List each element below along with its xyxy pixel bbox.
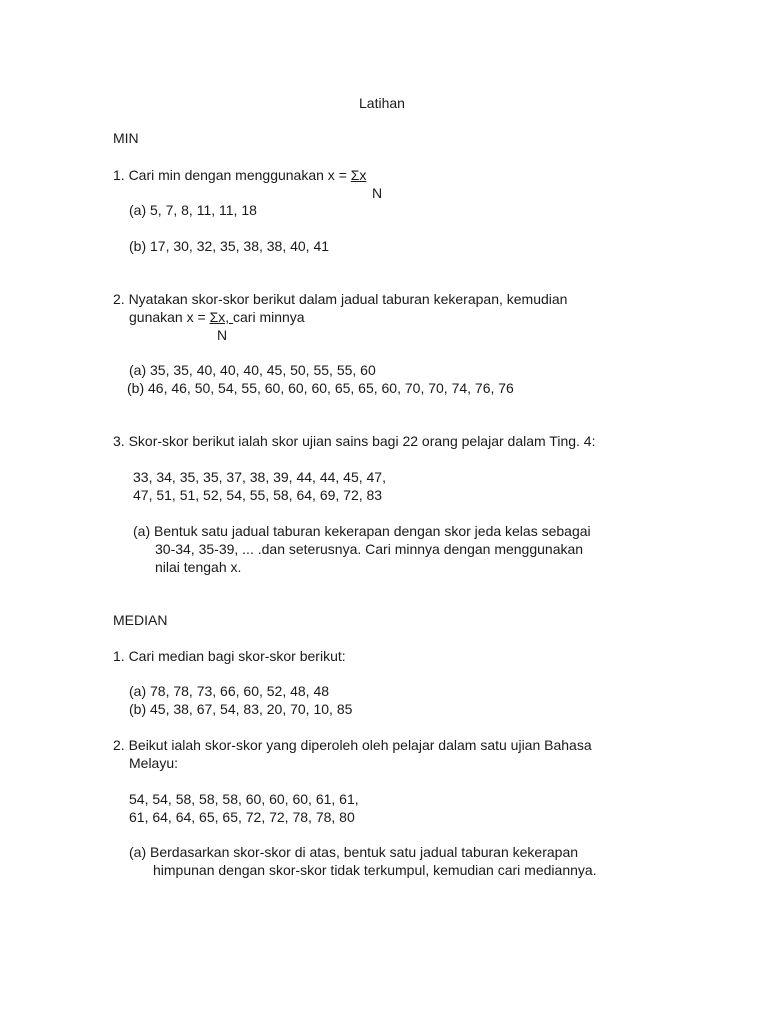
min-q3-option-a-line1: (a) Bentuk satu jadual taburan kekerapan dengan skor jeda kelas sebagai [133, 523, 591, 539]
min-q2-text: gunakan x = [129, 309, 210, 325]
min-q2-option-a: (a) 35, 35, 40, 40, 40, 45, 50, 55, 55, 60 [129, 362, 376, 378]
min-q2-formula-numerator: Σx, [209, 309, 233, 325]
median-q2-scores-line2: 61, 64, 64, 65, 65, 72, 72, 78, 78, 80 [129, 809, 355, 825]
median-question-1: 1. Cari median bagi skor-skor berikut: [113, 648, 346, 664]
min-q3-option-a-line3: nilai tengah x. [155, 559, 242, 575]
page-title: Latihan [359, 95, 405, 111]
min-q3-scores-line2: 47, 51, 51, 52, 54, 55, 58, 64, 69, 72, 83 [133, 487, 383, 503]
median-question-2-line2: Melayu: [129, 755, 179, 771]
min-q3-scores-line1: 33, 34, 35, 35, 37, 38, 39, 44, 44, 45, 47, [133, 469, 386, 485]
min-question-2-line2 [129, 308, 305, 326]
median-q1-option-a: (a) 78, 78, 73, 66, 60, 52, 48, 48 [129, 683, 330, 699]
section-heading-min: MIN [113, 130, 139, 146]
min-question-3: 3. Skor-skor berikut ialah skor ujian sains bagi 22 orang pelajar dalam Ting. 4: [113, 433, 596, 449]
median-q2-scores-line1: 54, 54, 58, 58, 58, 60, 60, 60, 61, 61, [129, 791, 359, 807]
min-q2-text-after: cari minnya [233, 309, 305, 325]
min-q1-formula-numerator: Σx [350, 167, 367, 183]
min-q1-formula-denominator: N [372, 185, 383, 201]
min-q2-option-b: (b) 46, 46, 50, 54, 55, 60, 60, 60, 65, 65, 60, 70, 70, 74, 76, 76 [127, 380, 514, 396]
median-q2-option-a-line2: himpunan dengan skor-skor tidak terkumpul, kemudian cari mediannya. [153, 862, 597, 878]
median-q2-option-a-line1: (a) Berdasarkan skor-skor di atas, bentuk satu jadual taburan kekerapan [129, 844, 579, 860]
min-q1-option-b: (b) 17, 30, 32, 35, 38, 38, 40, 41 [129, 238, 330, 254]
min-question-1 [113, 166, 366, 184]
min-q2-formula-denominator: N [217, 327, 228, 343]
min-question-2-line1: 2. Nyatakan skor-skor berikut dalam jadual taburan kekerapan, kemudian [113, 291, 568, 307]
median-q1-option-b: (b) 45, 38, 67, 54, 83, 20, 70, 10, 85 [129, 701, 353, 717]
min-q1-option-a: (a) 5, 7, 8, 11, 11, 18 [129, 202, 257, 218]
median-question-2-line1: 2. Beikut ialah skor-skor yang diperoleh oleh pelajar dalam satu ujian Bahasa [113, 737, 592, 753]
min-q1-text: 1. Cari min dengan menggunakan x = [113, 167, 351, 183]
min-q3-option-a-line2: 30-34, 35-39, ... .dan seterusnya. Cari minnya dengan menggunakan [155, 541, 584, 557]
section-heading-median: MEDIAN [113, 612, 168, 628]
